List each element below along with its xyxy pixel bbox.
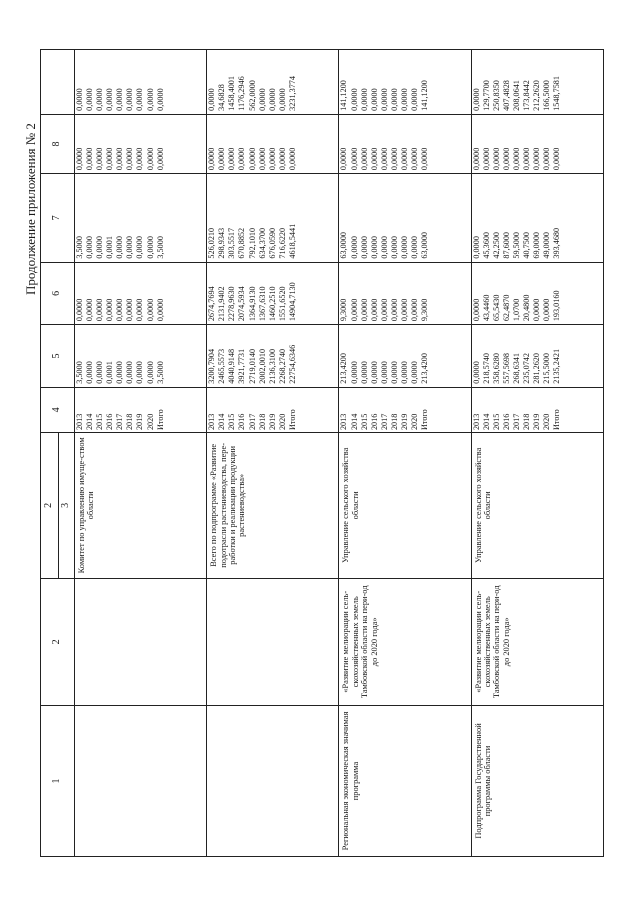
year-cell: 2013 (339, 413, 349, 431)
year-cell: 2016 (501, 413, 511, 431)
value-cell: 250,8350 (491, 80, 501, 111)
value-cell: 3,5000 (74, 236, 84, 259)
value-cell: 213,4200 (339, 353, 349, 384)
row1-col1 (207, 705, 339, 856)
value-cell: 0,0000 (207, 88, 217, 111)
value-cell: 0,0000 (74, 298, 84, 322)
value-cell: 42,2500 (491, 231, 501, 259)
value-cell: 0,0000 (349, 236, 359, 259)
row3-years (471, 387, 603, 432)
year-cell: 2015 (359, 413, 369, 431)
col-header-spare (41, 50, 75, 115)
col-header-1: 1 (41, 705, 75, 856)
value-cell: 235,0742 (522, 353, 532, 384)
value-cell: 2278,9630 (227, 286, 237, 322)
year-cell: 2020 (542, 413, 552, 431)
value-cell: 0,0000 (481, 147, 491, 171)
value-cell: 0,0000 (207, 147, 217, 171)
row1-col6 (207, 174, 339, 262)
value-cell: 0,0000 (389, 361, 399, 384)
value-cell: 0,0000 (105, 298, 115, 322)
value-cell: 0,0000 (155, 88, 165, 111)
value-cell: 40,7500 (522, 231, 532, 259)
value-cell: 69,0000 (532, 231, 542, 259)
value-cell: 0,0000 (349, 298, 359, 322)
value-cell: 0,0000 (349, 361, 359, 384)
value-cell: 1367,6310 (257, 286, 267, 322)
value-cell: 0,0000 (471, 361, 481, 384)
year-cell: 2015 (491, 413, 501, 431)
row2-years (339, 387, 471, 432)
value-cell: 716,6220 (277, 227, 287, 259)
value-cell: 49,0000 (542, 231, 552, 259)
year-cell: Итого (287, 409, 297, 431)
value-cell: 526,0210 (207, 227, 217, 259)
value-cell: 0,0000 (369, 361, 379, 384)
row1-col5 (207, 262, 339, 325)
value-cell: 0,0000 (115, 147, 125, 171)
row2-col1: Региональная экономическая значимая программа (339, 705, 471, 856)
row1-col8 (207, 50, 339, 115)
value-cell: 3,5000 (155, 361, 165, 384)
year-cell: 2014 (481, 413, 491, 431)
value-cell: 4040,9148 (227, 348, 237, 384)
year-cell: 2018 (389, 413, 399, 431)
value-cell: 0,0000 (369, 147, 379, 171)
value-cell: 0,0000 (277, 88, 287, 111)
value-cell: 676,0590 (267, 227, 277, 259)
row0-col1 (74, 705, 206, 856)
value-cell: 0,0000 (115, 236, 125, 259)
row0-col8 (74, 50, 206, 115)
value-cell: 173,8442 (522, 80, 532, 111)
col-header-3: 3 (58, 433, 74, 579)
year-cell: 2018 (522, 413, 532, 431)
value-cell: 0,0000 (369, 88, 379, 111)
value-cell: 59,5000 (512, 231, 522, 259)
year-cell: 2015 (95, 413, 105, 431)
value-cell: 0,0000 (369, 236, 379, 259)
year-cell: 2013 (471, 413, 481, 431)
value-cell: 0,0000 (542, 147, 552, 171)
col-header-4: 4 (41, 387, 75, 432)
year-cell: 2014 (349, 413, 359, 431)
value-cell: 0,0000 (155, 147, 165, 171)
year-cell: 2020 (277, 413, 287, 431)
value-cell: 0,0000 (410, 298, 420, 322)
table-row (207, 50, 339, 857)
value-cell: 0,0000 (95, 236, 105, 259)
value-cell: 0,0000 (410, 88, 420, 111)
row2-col2: «Развитие мелиорации сель-скохозяйственных земель Тамбовской области на пери-од до 2020 года» (339, 578, 471, 705)
value-cell: 63,0000 (339, 231, 349, 259)
value-cell: 0,0000 (339, 147, 349, 171)
value-cell: 2719,0140 (247, 348, 257, 384)
value-cell: 0,0000 (74, 88, 84, 111)
value-cell: 303,5517 (227, 227, 237, 259)
value-cell: 1176,2946 (237, 76, 247, 111)
value-cell: 0,0000 (85, 88, 95, 111)
row1-years (207, 387, 339, 432)
value-cell: 298,9343 (217, 227, 227, 259)
row0-col2 (74, 578, 206, 705)
year-cell: 2016 (369, 413, 379, 431)
value-cell: 0,0000 (267, 147, 277, 171)
value-cell: 0,0000 (399, 298, 409, 322)
row3-col1: Подпрограмма Государственной программы области (471, 705, 603, 856)
value-cell: 0,0000 (115, 361, 125, 384)
year-cell: 2017 (247, 413, 257, 431)
year-cell: 2014 (217, 413, 227, 431)
value-cell: 0,0000 (155, 298, 165, 322)
row0-col4 (74, 325, 206, 388)
value-cell: 0,0000 (379, 298, 389, 322)
value-cell: 0,0001 (105, 361, 115, 384)
year-cell: 2020 (410, 413, 420, 431)
value-cell: 0,0000 (399, 88, 409, 111)
year-cell: Итого (420, 409, 430, 431)
value-cell: 0,0000 (145, 236, 155, 259)
value-cell: 0,0000 (410, 147, 420, 171)
value-cell: 141,1200 (339, 80, 349, 111)
value-cell: 0,0000 (359, 298, 369, 322)
row0-col7 (74, 114, 206, 173)
value-cell: 0,0000 (135, 361, 145, 384)
value-cell: 0,0000 (349, 88, 359, 111)
value-cell: 0,0000 (85, 147, 95, 171)
value-cell: 0,0000 (471, 147, 481, 171)
year-cell: 2013 (74, 413, 84, 431)
year-cell: 2019 (399, 413, 409, 431)
value-cell: 1,0700 (512, 298, 522, 322)
value-cell: 0,0000 (349, 147, 359, 171)
value-cell: 129,7700 (481, 80, 491, 111)
value-cell: 0,0000 (379, 236, 389, 259)
value-cell: 0,0000 (95, 147, 105, 171)
value-cell: 0,0000 (501, 147, 511, 171)
year-cell: 2014 (85, 413, 95, 431)
value-cell: 2002,0010 (257, 348, 267, 384)
value-cell: 0,0000 (389, 298, 399, 322)
value-cell: 0,0000 (359, 147, 369, 171)
value-cell: 45,3600 (481, 231, 491, 259)
value-cell: 9,3000 (339, 298, 349, 322)
row1-col4 (207, 325, 339, 388)
value-cell: 268,6341 (512, 353, 522, 384)
value-cell: 0,0000 (389, 236, 399, 259)
value-cell: 0,0000 (359, 236, 369, 259)
value-cell: 0,0000 (471, 88, 481, 111)
value-cell: 0,0000 (399, 361, 409, 384)
value-cell: 213,4200 (420, 353, 430, 384)
budget-table (40, 49, 604, 857)
value-cell: 212,2620 (532, 80, 542, 111)
row3-col2: «Развитие мелиорации сель-скохозяйственных земель Тамбовской области на пери-од до 2020 года» (471, 578, 603, 705)
value-cell: 0,0000 (125, 147, 135, 171)
value-cell: 0,0000 (359, 88, 369, 111)
value-cell: 0,0000 (410, 361, 420, 384)
value-cell: 2135,2421 (552, 348, 562, 384)
row3-col4 (471, 325, 603, 388)
col-header-7: 7 (41, 174, 75, 262)
value-cell: 0,0000 (135, 147, 145, 171)
value-cell: 0,0000 (471, 298, 481, 322)
value-cell: 0,0000 (95, 361, 105, 384)
row1-col7 (207, 114, 339, 173)
value-cell: 0,0000 (471, 236, 481, 259)
value-cell: 0,0000 (359, 361, 369, 384)
value-cell: 0,0000 (125, 88, 135, 111)
value-cell: 208,0641 (512, 80, 522, 111)
value-cell: 193,0160 (552, 290, 562, 322)
col-header-group: 2 (41, 433, 59, 579)
value-cell: 562,0000 (247, 80, 257, 111)
value-cell: 0,0000 (532, 298, 542, 322)
value-cell: 1460,2510 (267, 286, 277, 322)
value-cell: 34,6828 (217, 84, 227, 111)
value-cell: 281,2620 (532, 353, 542, 384)
value-cell: 0,0000 (95, 298, 105, 322)
row2-col4 (339, 325, 471, 388)
value-cell: 0,0000 (257, 147, 267, 171)
value-cell: 1551,6520 (277, 286, 287, 322)
value-cell: 0,0000 (145, 298, 155, 322)
value-cell: 0,0000 (135, 88, 145, 111)
row3-col5 (471, 262, 603, 325)
row0-col3: Комитет по управлению имуще-ством области (74, 433, 206, 579)
value-cell: 0,0000 (512, 147, 522, 171)
year-cell: Итого (155, 409, 165, 431)
value-cell: 792,1010 (247, 227, 257, 259)
value-cell: 0,0000 (532, 147, 542, 171)
value-cell: 0,0000 (369, 298, 379, 322)
value-cell: 0,0000 (389, 147, 399, 171)
value-cell: 0,0000 (399, 147, 409, 171)
value-cell: 3,5000 (155, 236, 165, 259)
value-cell: 2074,5934 (237, 286, 247, 322)
value-cell: 557,5698 (501, 353, 511, 384)
value-cell: 0,0000 (227, 147, 237, 171)
value-cell: 0,0000 (145, 88, 155, 111)
value-cell: 0,0000 (74, 147, 84, 171)
row0-years (74, 387, 206, 432)
value-cell: 0,0000 (389, 88, 399, 111)
row2-col5 (339, 262, 471, 325)
value-cell: 0,0000 (105, 147, 115, 171)
value-cell: 22754,6346 (287, 344, 297, 384)
appendix-continuation-title: Продолжение приложения № 2 (23, 123, 38, 295)
value-cell: 0,0000 (135, 236, 145, 259)
value-cell: 0,0000 (237, 147, 247, 171)
value-cell: 0,0000 (85, 361, 95, 384)
value-cell: 43,4460 (481, 294, 491, 322)
value-cell: 0,0000 (522, 147, 532, 171)
year-cell: 2019 (267, 413, 277, 431)
table-row (339, 50, 471, 857)
value-cell: 0,0000 (115, 298, 125, 322)
value-cell: 1458,4001 (227, 76, 237, 111)
row0-col6 (74, 174, 206, 262)
value-cell: 0,0000 (125, 361, 135, 384)
value-cell: 0,0000 (542, 298, 552, 322)
value-cell: 0,0000 (491, 147, 501, 171)
value-cell: 3,5000 (74, 361, 84, 384)
table-row (74, 50, 206, 857)
row0-col5 (74, 262, 206, 325)
value-cell: 0,0000 (85, 236, 95, 259)
value-cell: 670,8852 (237, 227, 247, 259)
value-cell: 0,0000 (145, 361, 155, 384)
row2-col3: Управление сельского хозяйства области (339, 433, 471, 579)
value-cell: 3921,7731 (237, 348, 247, 384)
value-cell: 0,0000 (277, 147, 287, 171)
value-cell: 218,5740 (481, 353, 491, 384)
value-cell: 0,0001 (105, 236, 115, 259)
value-cell: 0,0000 (420, 147, 430, 171)
value-cell: 0,0000 (287, 147, 297, 171)
value-cell: 0,0000 (95, 88, 105, 111)
value-cell: 9,3000 (420, 298, 430, 322)
year-cell: 2018 (125, 413, 135, 431)
value-cell: 14904,7130 (287, 282, 297, 322)
value-cell: 0,0000 (399, 236, 409, 259)
value-cell: 2465,5573 (217, 348, 227, 384)
year-cell: 2015 (227, 413, 237, 431)
value-cell: 2268,2740 (277, 348, 287, 384)
value-cell: 2136,3100 (267, 348, 277, 384)
value-cell: 0,0000 (267, 88, 277, 111)
value-cell: 215,5000 (542, 353, 552, 384)
value-cell: 141,1200 (420, 80, 430, 111)
col-header-5: 5 (41, 325, 75, 388)
year-cell: 2019 (532, 413, 542, 431)
year-cell: Итого (552, 409, 562, 431)
year-cell: 2017 (379, 413, 389, 431)
value-cell: 4618,5441 (287, 223, 297, 259)
table-row (471, 50, 603, 857)
value-cell: 634,3700 (257, 227, 267, 259)
year-cell: 2019 (135, 413, 145, 431)
value-cell: 65,5430 (491, 294, 501, 322)
value-cell: 87,6000 (501, 231, 511, 259)
value-cell: 0,0000 (552, 147, 562, 171)
row2-col8 (339, 50, 471, 115)
year-cell: 2018 (257, 413, 267, 431)
col-header-8: 8 (41, 114, 75, 173)
year-cell: 2020 (145, 413, 155, 431)
row3-col6 (471, 174, 603, 262)
year-cell: 2013 (207, 413, 217, 431)
value-cell: 0,0000 (115, 88, 125, 111)
value-cell: 166,5000 (542, 80, 552, 111)
value-cell: 0,0000 (257, 88, 267, 111)
row2-col6 (339, 174, 471, 262)
value-cell: 0,0000 (410, 236, 420, 259)
row3-col8 (471, 50, 603, 115)
year-cell: 2017 (115, 413, 125, 431)
value-cell: 1548,7581 (552, 76, 562, 111)
value-cell: 0,0000 (379, 361, 389, 384)
value-cell: 0,0000 (125, 236, 135, 259)
value-cell: 3231,3774 (287, 76, 297, 111)
value-cell: 62,4870 (501, 294, 511, 322)
value-cell: 0,0000 (247, 147, 257, 171)
value-cell: 0,0000 (379, 147, 389, 171)
value-cell: 20,4800 (522, 294, 532, 322)
value-cell: 2674,7694 (207, 286, 217, 322)
year-cell: 2016 (237, 413, 247, 431)
row3-col3: Управление сельского хозяйства области (471, 433, 603, 579)
value-cell: 0,0000 (217, 147, 227, 171)
row2-col7 (339, 114, 471, 173)
value-cell: 358,6280 (491, 353, 501, 384)
value-cell: 0,0000 (85, 298, 95, 322)
value-cell: 1364,9130 (247, 286, 257, 322)
value-cell: 0,0000 (379, 88, 389, 111)
year-cell: 2017 (512, 413, 522, 431)
row1-col2 (207, 578, 339, 705)
value-cell: 3200,7904 (207, 348, 217, 384)
value-cell: 0,0000 (135, 298, 145, 322)
row1-col3: Всего по подпрограмме «Развитие подотрасли растениеводства, пере-работки и реализации продукции растениеводства» (207, 433, 339, 579)
value-cell: 2131,9402 (217, 286, 227, 322)
value-cell: 407,4828 (501, 80, 511, 111)
col-header-6: 6 (41, 262, 75, 325)
value-cell: 0,0000 (105, 88, 115, 111)
value-cell: 393,4680 (552, 227, 562, 259)
value-cell: 0,0000 (125, 298, 135, 322)
value-cell: 0,0000 (145, 147, 155, 171)
value-cell: 63,0000 (420, 231, 430, 259)
row3-col7 (471, 114, 603, 173)
year-cell: 2016 (105, 413, 115, 431)
col-header-2: 2 (41, 578, 75, 705)
